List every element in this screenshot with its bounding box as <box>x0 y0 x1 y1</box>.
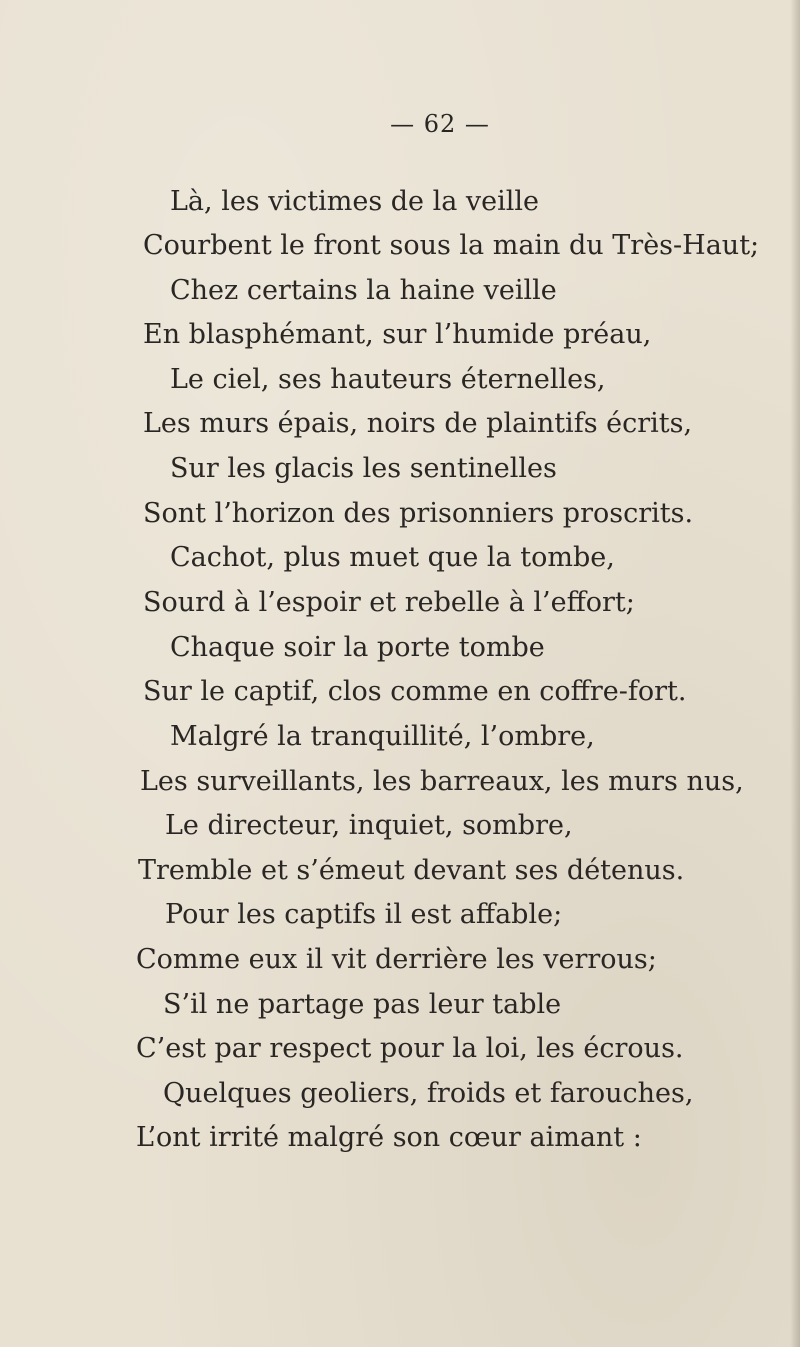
verse-line: Malgré la tranquillité, l’ombre, <box>170 721 595 752</box>
page-number: — 62 — <box>390 110 490 138</box>
verse-line: L’ont irrité malgré son cœur aimant : <box>136 1122 642 1153</box>
verse-line: S’il ne partage pas leur table <box>163 989 562 1020</box>
verse-line: Cachot, plus muet que la tombe, <box>170 542 615 573</box>
verse-line: Là, les victimes de la veille <box>170 186 540 217</box>
verse-line: Comme eux il vit derrière les verrous; <box>136 944 657 975</box>
verse-line: Courbent le front sous la main du Très-Haut; <box>143 230 760 261</box>
verse-line: En blasphémant, sur l’humide préau, <box>143 319 652 350</box>
verse-line: C’est par respect pour la loi, les écrous. <box>136 1033 684 1064</box>
verse-line: Chaque soir la porte tombe <box>170 632 545 663</box>
verse-line: Pour les captifs il est affable; <box>165 899 563 930</box>
verse-line: Sur le captif, clos comme en coffre-fort. <box>143 676 687 707</box>
verse-line: Chez certains la haine veille <box>170 275 557 306</box>
verse-line: Sur les glacis les sentinelles <box>170 453 557 484</box>
verse-line: Le directeur, inquiet, sombre, <box>165 810 573 841</box>
verse-line: Sont l’horizon des prisonniers proscrits. <box>143 498 694 529</box>
verse-line: Les murs épais, noirs de plaintifs écrits, <box>143 408 693 439</box>
page-edge-shadow <box>790 0 800 1347</box>
verse-line: Tremble et s’émeut devant ses détenus. <box>138 855 685 886</box>
verse-line: Les surveillants, les barreaux, les murs nus, <box>140 766 744 797</box>
verse-line: Quelques geoliers, froids et farouches, <box>163 1078 694 1109</box>
verse-line: Sourd à l’espoir et rebelle à l’effort; <box>143 587 635 618</box>
verse-line: Le ciel, ses hauteurs éternelles, <box>170 364 606 395</box>
